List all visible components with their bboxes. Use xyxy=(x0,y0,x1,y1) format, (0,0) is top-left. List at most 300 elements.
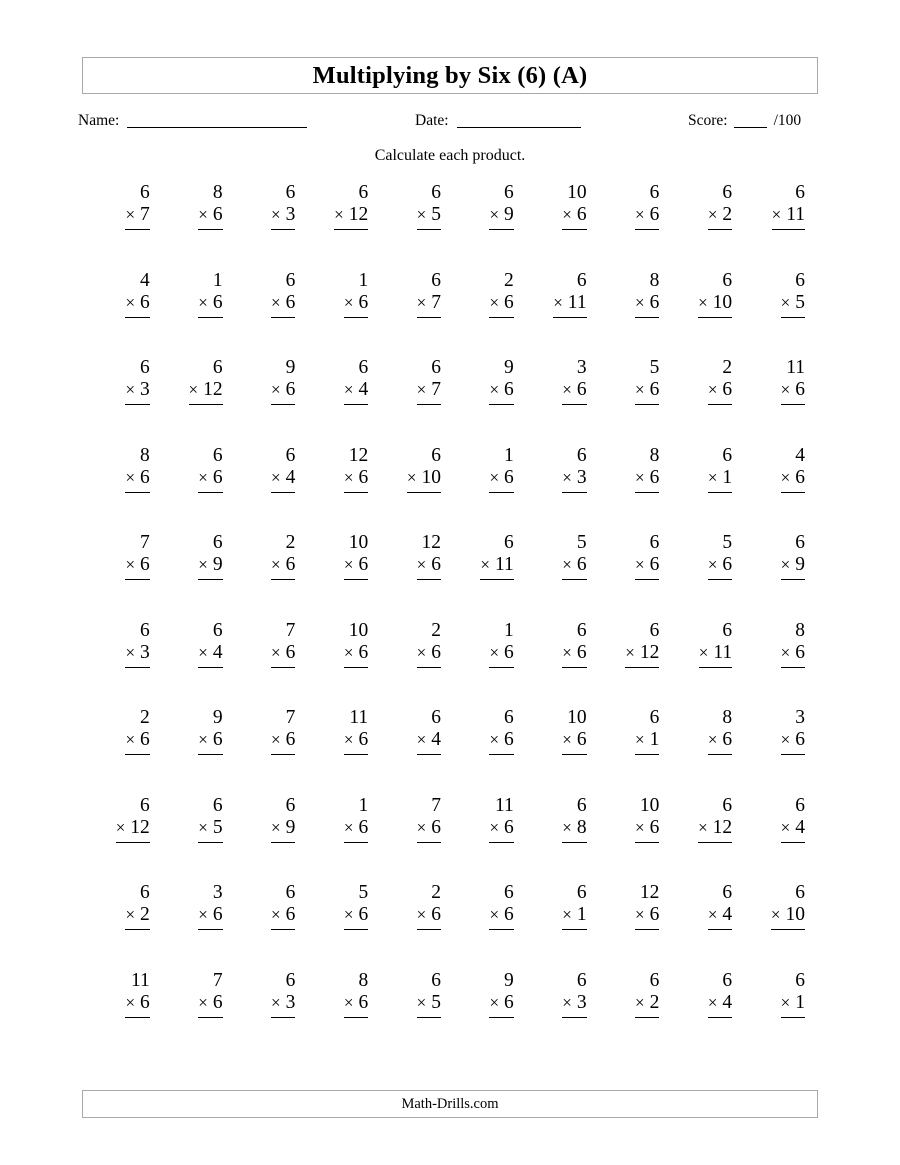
problem-cell[interactable] xyxy=(523,445,596,533)
operand-bottom xyxy=(198,642,222,668)
problem-cell[interactable] xyxy=(232,357,305,445)
operand-bottom-value: 12 xyxy=(130,816,150,838)
problem-cell[interactable] xyxy=(668,270,741,358)
problem-cell[interactable] xyxy=(450,795,523,883)
operand-bottom xyxy=(125,729,149,755)
operand-bottom-value: 6 xyxy=(140,991,150,1013)
problem-cell[interactable] xyxy=(304,182,377,270)
problem-cell[interactable] xyxy=(596,620,669,708)
operand-bottom-value: 6 xyxy=(212,729,223,750)
score-field xyxy=(688,112,801,128)
operand-bottom xyxy=(781,554,805,580)
problem-cell[interactable] xyxy=(304,707,377,795)
operand-bottom-value: 4 xyxy=(722,904,733,925)
operand-bottom-value: 6 xyxy=(212,466,223,488)
multiply-icon: × xyxy=(198,905,208,924)
operand-bottom-value: 6 xyxy=(285,379,296,400)
operand-bottom-value: 6 xyxy=(504,379,514,400)
problem-cell[interactable] xyxy=(523,970,596,1058)
operand-top: 10 xyxy=(348,532,369,553)
operand-bottom xyxy=(417,292,441,318)
multiply-icon: × xyxy=(635,905,645,924)
problem-cell[interactable] xyxy=(86,445,159,533)
operand-bottom xyxy=(708,992,732,1018)
operand-bottom-value: 6 xyxy=(358,816,369,838)
operand-top: 7 xyxy=(431,794,441,816)
operand-top: 6 xyxy=(431,707,441,728)
problem-cell[interactable] xyxy=(668,182,741,270)
operand-top: 1 xyxy=(358,794,369,816)
problem-cell[interactable] xyxy=(159,707,232,795)
name-label: Name: xyxy=(78,111,120,129)
problem-cell[interactable] xyxy=(450,882,523,970)
multiply-icon: × xyxy=(780,992,791,1012)
problem-cell[interactable] xyxy=(450,970,523,1058)
operand-bottom-value: 6 xyxy=(358,991,369,1013)
problem-cell[interactable] xyxy=(159,182,232,270)
multiply-icon: × xyxy=(271,905,281,924)
operand-bottom xyxy=(344,642,368,668)
operand-bottom-value: 6 xyxy=(649,554,660,575)
problem-cell[interactable] xyxy=(232,270,305,358)
operand-top: 6 xyxy=(212,357,223,378)
operand-bottom-value: 9 xyxy=(795,554,805,575)
operand-top: 6 xyxy=(285,969,296,991)
operand-bottom-value: 6 xyxy=(576,554,587,575)
multiply-icon: × xyxy=(489,205,500,224)
problem-cell[interactable] xyxy=(596,532,669,620)
multiply-icon: × xyxy=(562,730,572,749)
operand-bottom xyxy=(489,729,513,755)
problem-cell[interactable] xyxy=(596,795,669,883)
operand-bottom-value: 6 xyxy=(140,291,150,313)
operand-top: 10 xyxy=(639,794,660,816)
operand-top: 6 xyxy=(795,882,805,903)
problem-cell[interactable] xyxy=(523,882,596,970)
operand-bottom-value: 6 xyxy=(431,554,441,575)
problem-cell[interactable] xyxy=(304,620,377,708)
problem-row xyxy=(86,882,814,970)
operand-top: 1 xyxy=(504,444,514,466)
operand-bottom-value: 10 xyxy=(712,291,733,313)
operand-bottom-value: 6 xyxy=(649,466,660,488)
operand-bottom xyxy=(417,817,441,843)
operand-bottom xyxy=(198,992,222,1018)
problem-row xyxy=(86,445,814,533)
problem-cell[interactable] xyxy=(668,620,741,708)
operand-top: 8 xyxy=(358,969,369,991)
problem-cell[interactable] xyxy=(304,357,377,445)
operand-bottom-value: 12 xyxy=(712,816,733,838)
operand-bottom xyxy=(562,642,586,668)
problem-cell[interactable] xyxy=(668,882,741,970)
multiply-icon: × xyxy=(635,380,645,399)
operand-top: 6 xyxy=(285,444,296,466)
problem-cell[interactable] xyxy=(668,357,741,445)
student-info-row xyxy=(0,112,900,136)
problem-cell[interactable] xyxy=(159,357,232,445)
problem-cell[interactable] xyxy=(377,970,450,1058)
operand-top: 8 xyxy=(649,269,660,291)
multiply-icon: × xyxy=(198,467,208,487)
problem-cell[interactable] xyxy=(741,270,814,358)
problem-cell[interactable] xyxy=(232,795,305,883)
problem-row xyxy=(86,795,814,883)
problem-cell[interactable] xyxy=(86,795,159,883)
operand-bottom xyxy=(562,729,586,755)
operand-bottom-value: 6 xyxy=(504,729,514,750)
problem-cell[interactable] xyxy=(377,532,450,620)
operand-top: 6 xyxy=(722,182,733,203)
operand-top: 6 xyxy=(795,794,805,816)
operand-bottom-value: 5 xyxy=(795,291,805,313)
operand-bottom-value: 6 xyxy=(285,641,296,663)
operand-top: 5 xyxy=(576,532,587,553)
operand-bottom xyxy=(708,204,732,230)
problem-row xyxy=(86,182,814,270)
problem-cell[interactable] xyxy=(596,445,669,533)
operand-bottom xyxy=(781,642,805,668)
problem-cell[interactable] xyxy=(232,532,305,620)
operand-bottom xyxy=(271,642,295,668)
problem-row xyxy=(86,707,814,795)
problem-cell[interactable] xyxy=(377,795,450,883)
problem-cell[interactable] xyxy=(668,970,741,1058)
problem-cell[interactable] xyxy=(86,707,159,795)
operand-top: 6 xyxy=(576,794,587,816)
problem-cell[interactable] xyxy=(86,620,159,708)
operand-bottom xyxy=(698,292,732,318)
operand-bottom-value: 5 xyxy=(431,204,441,225)
operand-bottom xyxy=(480,554,513,580)
operand-bottom xyxy=(781,379,805,405)
multiply-icon: × xyxy=(334,205,344,224)
operand-top: 12 xyxy=(639,882,660,903)
problem-cell[interactable] xyxy=(596,970,669,1058)
score-input-line[interactable] xyxy=(734,112,767,128)
worksheet-title-box xyxy=(82,57,818,94)
operand-bottom xyxy=(708,554,732,580)
score-total-label: /100 xyxy=(773,111,802,129)
operand-bottom-value: 11 xyxy=(567,291,587,313)
operand-top: 6 xyxy=(576,969,587,991)
operand-top: 6 xyxy=(722,882,733,903)
problem-cell[interactable] xyxy=(304,970,377,1058)
problem-cell[interactable] xyxy=(159,970,232,1058)
multiply-icon: × xyxy=(489,642,500,662)
operand-bottom xyxy=(489,904,513,930)
name-input-line[interactable] xyxy=(127,112,307,128)
problem-cell[interactable] xyxy=(304,795,377,883)
multiply-icon: × xyxy=(125,992,136,1012)
operand-top: 6 xyxy=(140,882,150,903)
operand-bottom-value: 6 xyxy=(140,466,150,488)
multiply-icon: × xyxy=(480,555,490,574)
operand-bottom xyxy=(271,379,295,405)
operand-top: 6 xyxy=(431,269,441,291)
problem-cell[interactable] xyxy=(668,707,741,795)
multiply-icon: × xyxy=(489,817,500,837)
problem-cell[interactable] xyxy=(159,620,232,708)
operand-top: 12 xyxy=(348,444,369,466)
problem-cell[interactable] xyxy=(596,270,669,358)
problem-cell[interactable] xyxy=(232,882,305,970)
operand-bottom xyxy=(407,467,441,493)
problem-cell[interactable] xyxy=(159,270,232,358)
operand-top: 6 xyxy=(212,619,223,641)
operand-top: 6 xyxy=(576,269,587,291)
multiply-icon: × xyxy=(125,292,136,312)
operand-top: 2 xyxy=(431,882,441,903)
problem-cell[interactable] xyxy=(668,532,741,620)
problem-cell[interactable] xyxy=(232,620,305,708)
multiply-icon: × xyxy=(343,555,354,574)
multiply-icon: × xyxy=(198,205,208,224)
operand-bottom-value: 5 xyxy=(431,991,441,1013)
problem-cell[interactable] xyxy=(450,445,523,533)
operand-bottom xyxy=(417,642,441,668)
operand-bottom-value: 6 xyxy=(431,904,441,925)
operand-top: 6 xyxy=(722,269,733,291)
problem-cell[interactable] xyxy=(377,707,450,795)
problem-cell[interactable] xyxy=(377,270,450,358)
multiply-icon: × xyxy=(343,992,354,1012)
operand-top: 6 xyxy=(722,444,733,466)
problem-cell[interactable] xyxy=(159,445,232,533)
operand-bottom-value: 6 xyxy=(504,466,514,488)
footer-attribution: Math-Drills.com xyxy=(401,1095,499,1112)
problem-cell[interactable] xyxy=(596,707,669,795)
operand-bottom xyxy=(635,729,659,755)
multiply-icon: × xyxy=(343,817,354,837)
problem-cell[interactable] xyxy=(377,445,450,533)
operand-bottom-value: 9 xyxy=(212,554,223,575)
operand-bottom xyxy=(271,729,295,755)
operand-bottom-value: 6 xyxy=(649,291,660,313)
multiply-icon: × xyxy=(125,905,136,924)
problem-cell[interactable] xyxy=(450,707,523,795)
operand-bottom-value: 8 xyxy=(576,816,587,838)
problem-cell[interactable] xyxy=(523,270,596,358)
problem-cell[interactable] xyxy=(86,882,159,970)
problem-cell[interactable] xyxy=(596,182,669,270)
operand-top: 9 xyxy=(285,357,296,378)
problem-cell[interactable] xyxy=(377,882,450,970)
operand-top: 6 xyxy=(795,532,805,553)
operand-bottom-value: 6 xyxy=(504,641,514,663)
operand-bottom-value: 4 xyxy=(795,816,805,838)
operand-bottom xyxy=(271,817,295,843)
multiply-icon: × xyxy=(489,730,500,749)
operand-top: 8 xyxy=(722,707,733,728)
operand-bottom-value: 3 xyxy=(285,204,296,225)
problem-cell[interactable] xyxy=(159,882,232,970)
problem-cell[interactable] xyxy=(159,532,232,620)
date-label: Date: xyxy=(415,111,449,129)
operand-top: 1 xyxy=(358,269,369,291)
operand-bottom-value: 6 xyxy=(358,641,369,663)
operand-top: 2 xyxy=(722,357,733,378)
problem-cell[interactable] xyxy=(377,620,450,708)
multiply-icon: × xyxy=(416,905,427,924)
operand-bottom-value: 4 xyxy=(358,379,369,400)
multiply-icon: × xyxy=(125,467,136,487)
operand-top: 6 xyxy=(649,707,660,728)
problem-cell[interactable] xyxy=(523,795,596,883)
operand-top: 6 xyxy=(431,357,441,378)
operand-top: 6 xyxy=(358,182,369,203)
operand-bottom xyxy=(562,817,586,843)
problem-cell[interactable] xyxy=(86,532,159,620)
operand-top: 6 xyxy=(504,882,514,903)
operand-bottom xyxy=(198,554,222,580)
problem-cell[interactable] xyxy=(741,882,814,970)
problem-cell[interactable] xyxy=(596,882,669,970)
problem-cell[interactable] xyxy=(304,270,377,358)
operand-top: 6 xyxy=(795,182,805,203)
problem-cell[interactable] xyxy=(232,970,305,1058)
problem-row xyxy=(86,270,814,358)
multiply-icon: × xyxy=(698,292,708,312)
problem-cell[interactable] xyxy=(159,795,232,883)
problem-cell[interactable] xyxy=(741,182,814,270)
multiply-icon: × xyxy=(562,905,572,924)
operand-bottom-value: 7 xyxy=(140,204,150,225)
problem-cell[interactable] xyxy=(523,707,596,795)
problem-cell[interactable] xyxy=(523,182,596,270)
problem-cell[interactable] xyxy=(377,357,450,445)
multiply-icon: × xyxy=(416,292,427,312)
operand-bottom xyxy=(771,904,805,930)
problem-cell[interactable] xyxy=(523,532,596,620)
problem-cell[interactable] xyxy=(450,357,523,445)
problem-cell[interactable] xyxy=(232,182,305,270)
date-input-line[interactable] xyxy=(457,112,581,128)
operand-bottom xyxy=(198,817,222,843)
operand-bottom-value: 1 xyxy=(649,729,660,750)
problem-row xyxy=(86,357,814,445)
operand-bottom xyxy=(635,467,659,493)
problem-cell[interactable] xyxy=(232,445,305,533)
operand-bottom xyxy=(489,992,513,1018)
operand-bottom xyxy=(271,904,295,930)
problem-cell[interactable] xyxy=(86,357,159,445)
operand-top: 6 xyxy=(504,707,514,728)
operand-bottom-value: 6 xyxy=(212,991,223,1013)
problem-cell[interactable] xyxy=(668,445,741,533)
operand-bottom xyxy=(708,904,732,930)
problem-cell[interactable] xyxy=(86,182,159,270)
multiply-icon: × xyxy=(125,205,136,224)
operand-bottom-value: 6 xyxy=(576,641,587,663)
operand-top: 7 xyxy=(285,619,296,641)
problem-cell[interactable] xyxy=(741,970,814,1058)
problem-cell[interactable] xyxy=(86,270,159,358)
multiply-icon: × xyxy=(635,992,645,1012)
multiply-icon: × xyxy=(707,380,718,399)
operand-bottom-value: 6 xyxy=(140,554,150,575)
operand-bottom-value: 6 xyxy=(795,466,805,488)
operand-bottom xyxy=(489,817,513,843)
problem-cell[interactable] xyxy=(668,795,741,883)
operand-top: 6 xyxy=(576,444,587,466)
problem-cell[interactable] xyxy=(377,182,450,270)
operand-top: 12 xyxy=(421,532,441,553)
multiply-icon: × xyxy=(198,555,208,574)
multiply-icon: × xyxy=(198,817,208,837)
problem-cell[interactable] xyxy=(523,620,596,708)
operand-bottom-value: 6 xyxy=(358,291,369,313)
multiply-icon: × xyxy=(489,905,500,924)
problem-cell[interactable] xyxy=(450,620,523,708)
operand-top: 6 xyxy=(140,794,150,816)
operand-top: 4 xyxy=(140,269,150,291)
name-field xyxy=(78,112,307,128)
multiply-icon: × xyxy=(770,905,781,924)
problem-cell[interactable] xyxy=(304,882,377,970)
problem-cell[interactable] xyxy=(741,707,814,795)
problem-cell[interactable] xyxy=(232,707,305,795)
problem-cell[interactable] xyxy=(450,532,523,620)
operand-bottom xyxy=(635,292,659,318)
operand-top: 8 xyxy=(795,619,805,641)
operand-top: 6 xyxy=(431,182,441,203)
operand-top: 2 xyxy=(431,619,441,641)
operand-bottom xyxy=(125,992,149,1018)
problem-cell[interactable] xyxy=(304,532,377,620)
operand-bottom-value: 3 xyxy=(140,379,150,400)
operand-bottom xyxy=(344,904,368,930)
problem-cell[interactable] xyxy=(304,445,377,533)
operand-bottom-value: 6 xyxy=(285,904,296,925)
multiply-icon: × xyxy=(707,905,718,924)
problem-cell[interactable] xyxy=(450,270,523,358)
operand-bottom-value: 6 xyxy=(576,729,587,750)
problem-cell[interactable] xyxy=(741,795,814,883)
operand-top: 7 xyxy=(140,532,150,553)
multiply-icon: × xyxy=(271,205,281,224)
operand-bottom xyxy=(417,204,441,230)
multiply-icon: × xyxy=(343,905,354,924)
problem-cell[interactable] xyxy=(450,182,523,270)
multiply-icon: × xyxy=(343,642,354,662)
problem-cell[interactable] xyxy=(741,357,814,445)
multiply-icon: × xyxy=(416,642,427,662)
problem-cell[interactable] xyxy=(596,357,669,445)
multiply-icon: × xyxy=(489,467,500,487)
operand-bottom-value: 2 xyxy=(140,904,150,925)
problem-row xyxy=(86,620,814,708)
operand-bottom-value: 6 xyxy=(212,204,223,225)
problem-cell[interactable] xyxy=(86,970,159,1058)
problem-cell[interactable] xyxy=(523,357,596,445)
multiply-icon: × xyxy=(198,642,208,662)
operand-bottom xyxy=(334,204,368,230)
multiply-icon: × xyxy=(707,555,718,574)
multiply-icon: × xyxy=(635,205,645,224)
operand-bottom xyxy=(698,817,732,843)
operand-bottom-value: 6 xyxy=(358,466,369,488)
operand-bottom-value: 6 xyxy=(140,729,150,750)
operand-bottom-value: 6 xyxy=(285,291,296,313)
problem-cell[interactable] xyxy=(741,532,814,620)
problem-cell[interactable] xyxy=(741,445,814,533)
operand-top: 8 xyxy=(649,444,660,466)
multiply-icon: × xyxy=(707,730,718,749)
operand-top: 6 xyxy=(212,444,223,466)
operand-bottom-value: 1 xyxy=(722,466,733,488)
problem-cell[interactable] xyxy=(741,620,814,708)
